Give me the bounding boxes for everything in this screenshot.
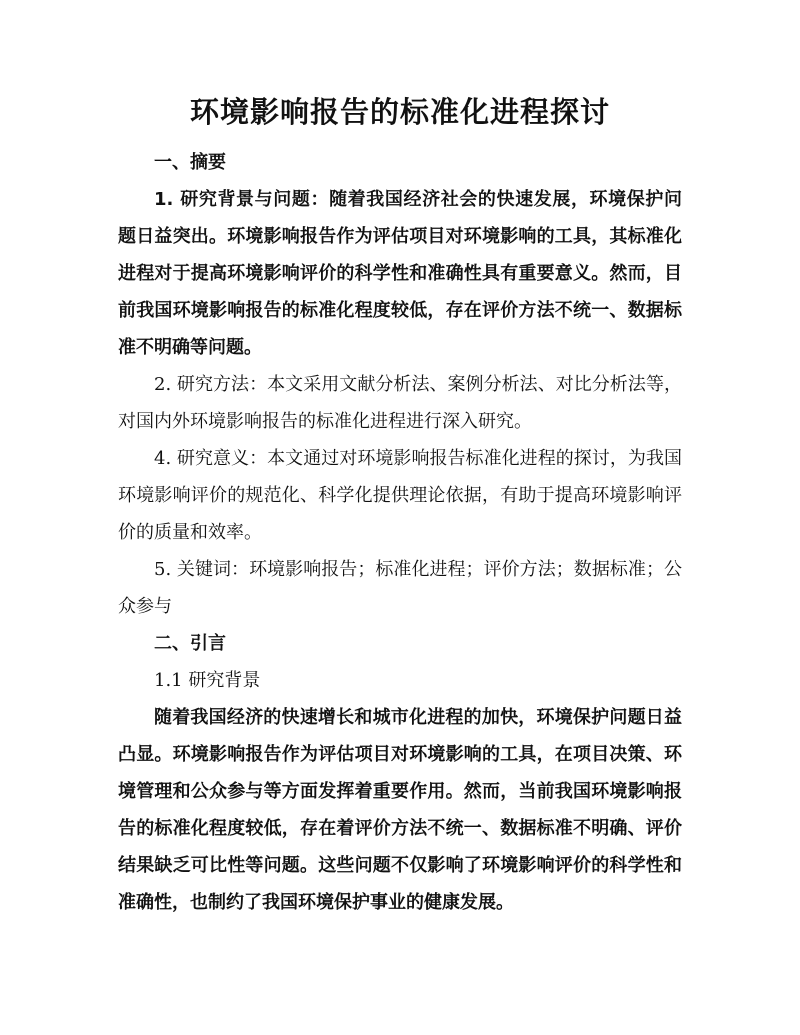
introduction-paragraph: 随着我国经济的快速增长和城市化进程的加快，环境保护问题日益凸显。环境影响报告作为评估项目对环境影响的工具，在项目决策、环境管理和公众参与等方面发挥着重要作用。然而，当前我国环境影响报告的标准化程度较低，存在着评价方法不统一、数据标准不明确、评价结果缺乏可比性等问题。这些问题不仅影响了环境影响评价的科学性和准确性，也制约了我国环境保护事业的健康发展。 bbox=[118, 707, 682, 913]
document-title: 环境影响报告的标准化进程探讨 bbox=[189, 95, 610, 129]
research-background-subheading: 1.1 研究背景 bbox=[154, 670, 261, 691]
introduction-heading: 二、引言 bbox=[154, 633, 226, 654]
abstract-item-5: 5. 关键词：环境影响报告；标准化进程；评价方法；数据标准；公众参与 bbox=[118, 559, 682, 617]
abstract-item-4: 4. 研究意义：本文通过对环境影响报告标准化进程的探讨，为我国环境影响评价的规范化、科学化提供理论依据，有助于提高环境影响评价的质量和效率。 bbox=[118, 448, 682, 543]
document-body bbox=[118, 144, 682, 921]
abstract-item-1: 1. 研究背景与问题：随着我国经济社会的快速发展，环境保护问题日益突出。环境影响报告作为评估项目对环境影响的工具，其标准化进程对于提高环境影响评价的科学性和准确性具有重要意义。然而，目前我国环境影响报告的标准化程度较低，存在评价方法不统一、数据标准不明确等问题。 bbox=[118, 189, 682, 358]
abstract-item-2: 2. 研究方法：本文采用文献分析法、案例分析法、对比分析法等，对国内外环境影响报告的标准化进程进行深入研究。 bbox=[118, 374, 682, 432]
abstract-heading: 一、摘要 bbox=[154, 152, 226, 173]
